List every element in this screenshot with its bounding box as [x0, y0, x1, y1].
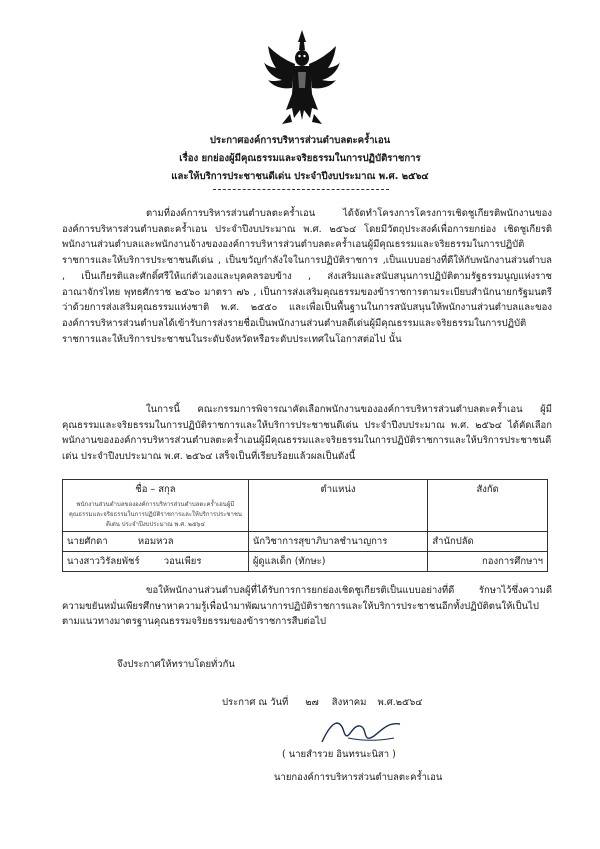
column-name-label: ชื่อ – สกุล [135, 484, 176, 495]
date-year: พ.ศ.๒๕๖๔ [377, 697, 423, 708]
awardee-affiliation: กองการศึกษาฯ [428, 552, 548, 572]
table-row [63, 532, 548, 552]
table-header-row [63, 480, 548, 532]
handwritten-signature [318, 714, 408, 750]
awardee-name: นางสาววิรัลยพัชร์ วอนเพียร [63, 552, 249, 572]
header-subject: เรื่อง ยกย่องผู้มีคุณธรรมและจริยธรรมในการปฏิบัติราชการ [179, 153, 421, 164]
date-prefix: ประกาศ ณ วันที่ [222, 697, 289, 708]
closing-statement: จึงประกาศให้ทราบโดยทั่วกัน [117, 659, 235, 670]
signatory-name: ( นายสำรวย อินทรนะนิสา ) [282, 749, 396, 760]
paragraph-encouragement: ขอให้พนักงานส่วนตำบลผู้ที่ได้รับการการยกย่องเชิดชูเกียรติเป็นแบบอย่างที่ดี รักษาไว้ซึ่งความดี ความขยันหมั่นเพียรศึกษาหาความรู้เพื่อนำมาพัฒนาการปฏิบัติราชการและให้บริการประชาชนอีกทั้งปฏิบัติตนให้เป็นไปตามแนวทางมาตรฐานคุณธรรมจริยธรรมของข้าราชการสืบต่อไป [62, 585, 552, 628]
column-position-label: ตำแหน่ง [248, 480, 427, 532]
awardee-position: ผู้ดูแลเด็ก (ทักษะ) [248, 552, 427, 572]
garuda-emblem-icon [262, 28, 342, 128]
header-title: ประกาศองค์การบริหารส่วนตำบลตะคร้ำเอน [209, 135, 391, 146]
table-row [63, 552, 548, 572]
awardee-affiliation: สำนักปลัด [428, 532, 548, 552]
date-month: สิงหาคม [331, 697, 367, 708]
date-day: ๒๗ [305, 697, 319, 708]
announcement-date [222, 695, 422, 710]
header-subject-cont: และให้บริการประชาชนดีเด่น ประจำปีงบประมาณ พ.ศ. ๒๕๖๔ [171, 171, 429, 182]
paragraph-background: ตามที่องค์การบริหารส่วนตำบลตะคร้ำเอน ได้จัดทำโครงการโครงการเชิดชูเกียรติพนักงานขององค์การบริหารส่วนตำบลตะคร้ำเอน ประจำปีงบประมาณ พ.ศ. ๒๕๖๔ โดยมีวัตถุประสงค์เพื่อการยกย่อง เชิดชูเกียรติพนักงานส่วนตำบลและพนักงานจ้างขององค์การบริหารส่วนตำบลตะคร้ำเอนผู้มีคุณธรรมและจริยธรรมในการปฏิบัติราชการและให้บริการประชาชนดีเด่น , เป็นขวัญกำลังใจในการปฏิบัติราชการ ,เป็นแบบอย่างที่ดีให้กับพนักงานส่วนตำบล , เป็นเกียรติและศักดิ์ศรีให้แก่ตัวเองและบุคคลรอบข้าง , ส่งเสริมและสนับสนุนการปฏิบัติตามรัฐธรรมนูญแห่งราชอาณาจักรไทย พุทธศักราช ๒๕๖๐ มาตรา ๗๖ , เป็นการส่งเสริมคุณธรรมของข้าราชการตามระเบียบสำนักนายกรัฐมนตรีว่าด้วยการส่งเสริมคุณธรรมแห่งชาติ พ.ศ. ๒๕๕๐ และเพื่อเป็นพื้นฐานในการสนับสนุนให้พนักงานส่วนตำบลและขององค์การบริหารส่วนตำบลได้เข้ารับการส่งรายชื่อเป็นพนักงานส่วนตำบลดีเด่นผู้มีคุณธรรมและจริยธรรมในการปฏิบัติราชการและให้บริการประชาชนในระดับจังหวัดหรือระดับประเทศในโอกาสต่อไป นั้น [62, 208, 552, 345]
column-name-sublabel: พนักงานส่วนตำบลขององค์การบริหารส่วนตำบลตะคร้ำเอนผู้มีคุณธรรมและจริยธรรมในการปฏิบัติราชการและให้บริการประชาชนดีเด่น ประจำปีงบประมาณ พ.ศ. ๒๕๖๔ [68, 501, 243, 528]
header-divider [213, 189, 389, 190]
header-cell-name [63, 480, 249, 532]
signatory-title: นายกองค์การบริหารส่วนตำบลตะคร้ำเอน [274, 772, 443, 783]
awardee-name: นายศักดา หอมหวล [63, 532, 249, 552]
paragraph-selection: ในการนี้ คณะกรรมการพิจารณาคัดเลือกพนักงานขององค์การบริหารส่วนตำบลตะคร้ำเอน ผู้มีคุณธรรมและจริยธรรมในการปฏิบัติราชการและให้บริการประชาชนดีเด่น ประจำปีงบประมาณ พ.ศ. ๒๕๖๔ ได้คัดเลือกพนักงานขององค์การบริหารส่วนตำบลตะคร้ำเอนผู้มีคุณธรรมและจริยธรรมในการปฏิบัติราชการและให้บริการประชาชนดีเด่น ประจำปีงบประมาณ พ.ศ. ๒๕๖๔ เสร็จเป็นที่เรียบร้อยแล้วผลเป็นดังนี้ [62, 404, 552, 463]
column-affiliation-label: สังกัด [428, 480, 548, 532]
awardee-position: นักวิชาการสุขาภิบาลชำนาญการ [248, 532, 427, 552]
awardee-table [62, 479, 548, 572]
